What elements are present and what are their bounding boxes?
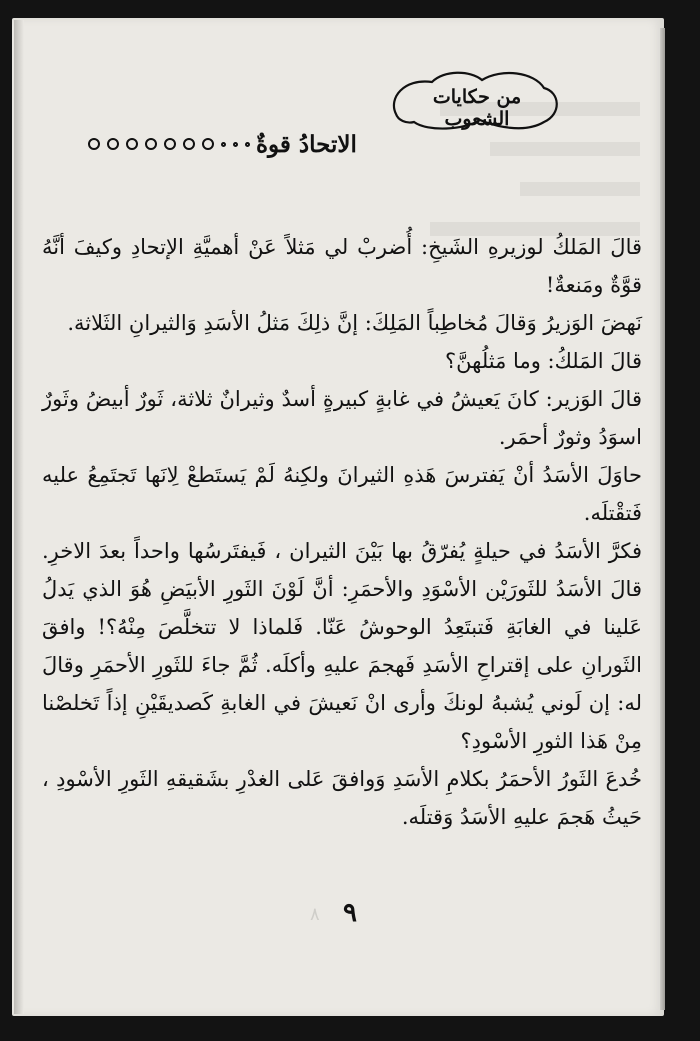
story-paragraph: قالَ المَلكُ لوزيرهِ الشَيخِ: أُضربْ لي مَثلاً عَنْ أهميَّةِ الإتحادِ وكيفَ أنَّهُ قوَّةٌ ومَنعةٌ! xyxy=(42,235,642,297)
ornament-circle-icon xyxy=(126,138,138,150)
story-body xyxy=(42,228,642,836)
page-binding-shadow xyxy=(14,20,24,1014)
ornament-dot-icon xyxy=(221,142,226,147)
ornament-circle-icon xyxy=(164,138,176,150)
show-through-page-number: ٨ xyxy=(310,904,320,925)
title-ornament-dots xyxy=(88,138,250,150)
page-number: ٩ xyxy=(343,898,357,928)
story-title-row xyxy=(88,124,378,164)
story-paragraph: خُدعَ الثَورُ الأحمَرُ بكلامِ الأسَدِ وَوافقَ عَلى الغدْرِ بشَقيقهِ الثَورِ الأسْودِ ، حَيثُ هَجمَ عليهِ الأسَدُ وَقتلَه. xyxy=(42,767,642,829)
ornament-circle-icon xyxy=(183,138,195,150)
ornament-dot-icon xyxy=(233,142,238,147)
ornament-circle-icon xyxy=(107,138,119,150)
ornament-circle-icon xyxy=(88,138,100,150)
series-title: من حكايات الشعوب xyxy=(432,86,522,130)
ornament-circle-icon xyxy=(145,138,157,150)
story-paragraph: قالَ الوَزير: كانَ يَعيشُ في غابةٍ كبيرةٍ أسدٌ وثيرانٌ ثلاثة، ثَورٌ أبيضُ وثَورٌ اسوَدُ وثورٌ أحمَر. xyxy=(42,387,642,449)
page-edge xyxy=(660,28,665,1010)
series-header xyxy=(384,64,564,136)
story-paragraph: قالَ المَلكُ: وما مَثلُهنَّ؟ xyxy=(445,349,642,373)
story-paragraph: نَهضَ الوَزيرُ وَقالَ مُخاطِباً المَلِكَ: إنَّ ذلِكَ مَثلُ الأسَدِ وَالثيرانِ الثَلاثة. xyxy=(67,311,642,335)
story-paragraph: فكرَّ الأسَدُ في حيلةٍ يُفرّقُ بها بَيْنَ الثيران ، فَيفتَرسُها واحداً بعدَ الاخرِ. قالَ الأسَدُ للثَورَيْن الأسْوَدِ والأحمَرِ: أنَّ لَوْنَ الثَورِ الأبيَضِ هُوَ الذي يَدلُ عَلينا في الغابَةِ فَتبتَعِدُ الوحوشُ عَنّا. فَلماذا لا تتخلَّصَ مِنْهُ؟! وافقَ الثَورانِ على إقتراحِ الأسَدِ فَهجمَ عليهِ وأكلَه. ثُمَّ جاءَ للثَورِ الأحمَرِ وقالَ له: إن لَوني يُشبهُ لونكَ وأرى انْ نَعيشَ في الغابةِ كَصديقَيْنِ إذاً تَخلصْنا مِنْ هَذا الثورِ الأسْودِ؟ xyxy=(42,539,642,753)
ornament-circle-icon xyxy=(202,138,214,150)
story-title: الاتحادُ قوةٌ xyxy=(256,130,357,158)
ornament-dot-icon xyxy=(245,142,250,147)
story-paragraph: حاوَلَ الأسَدُ أنْ يَفترسَ هَذهِ الثيرانَ ولكِنهُ لَمْ يَستَطعْ لِانَها تَجتَمِعُ عليه فَتقْتلَه. xyxy=(42,463,642,525)
